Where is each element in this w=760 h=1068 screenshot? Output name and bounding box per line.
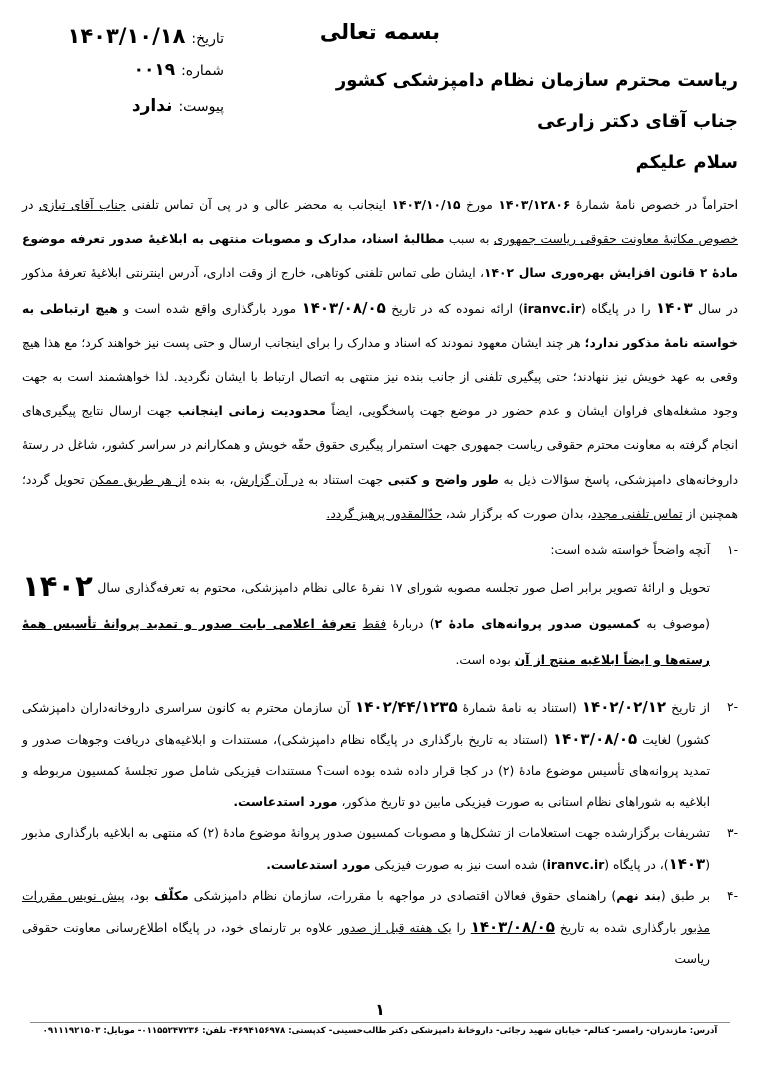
addressee-block — [336, 66, 738, 189]
upload-year: ۱۴۰۳ — [668, 855, 706, 873]
item-text-segment: آنچه واضحاً خواسته شده است: — [550, 543, 710, 557]
item-text — [22, 692, 710, 818]
body-text-segment: ، بدان صورت که برگزار شد، — [441, 506, 592, 521]
item-text-segment: آن سازمان محترم به کانون سراسری داروخانه‌داران دامپزشکی کشور) لغایت — [22, 701, 710, 747]
item-text-segment: بر طبق ( — [660, 889, 711, 903]
contact-name: جناب آقای تبازی — [38, 198, 126, 212]
date-label: تاریخ: — [191, 31, 224, 47]
report-note: در آن گزارش — [233, 472, 304, 487]
any-means-note: از هر طریق ممکن — [89, 472, 186, 487]
written-reply-note: طور واضح و کتبی — [387, 472, 499, 487]
body-text-segment: ، ایشان طی تماس تلفنی کوتاهی، خارج از وقت اداری، آدرس اینترنتی ابلاغیهٔ تعرفهٔ مذکور در سال — [22, 266, 739, 316]
item-text-segment: بارگذاری شده به تاریخ — [554, 921, 682, 935]
page-number: ۱ — [375, 1000, 385, 1019]
list-item — [22, 692, 738, 818]
only-note: فقط — [362, 617, 387, 631]
request-list — [22, 532, 738, 975]
item-text-segment: را — [451, 921, 471, 935]
correspondence-subject: خصوص مکاتبهٔ معاونت حقوقی ریاست جمهوری — [493, 232, 738, 247]
item-text-segment: از تاریخ — [666, 701, 710, 715]
bismillah-heading: بسمه تعالی — [319, 20, 441, 44]
letter-number: ۱۴۰۲/۴۴/۱۲۳۵ — [355, 698, 458, 716]
item-number: -۱ — [726, 543, 738, 557]
body-text-segment: در — [22, 198, 39, 212]
body-text-segment: هر چند ایشان معهود نمودند که اسناد و مدارک را برای اینجانب ارسال و حتی پست نیز خواهند کرد؛ مع هذا هیچ وقعی به عهد خویش نیز ننهادند؛ حتی پیگیری تلفنی از جانب بنده نیز منتهی به اتصال ارتباط با ایشان نگردید. لذا خواهشمند است به جهت وجود مشغله‌های فراوان ایشان و عدم حضور در موضع جهت پاسخگویی، ایضاً — [22, 335, 738, 419]
end-date: ۱۴۰۳/۰۸/۰۵ — [552, 730, 638, 748]
item-text-segment: ) راهنمای حقوق فعالان اقتصادی در مواجهه با مقررات، سازمان نظام دامپزشکی — [188, 889, 617, 903]
law-name: افزایش بهره‌وری سال ۱۴۰۲ — [483, 266, 656, 281]
body-text-segment: ) ارائه نموده که در تاریخ — [385, 301, 524, 316]
number-row — [14, 60, 224, 96]
body-text-segment: به سبب — [444, 232, 494, 247]
greeting: سلام علیکم — [635, 152, 738, 173]
item-text-segment: (استناد به نامهٔ شمارهٔ — [457, 701, 582, 715]
item-text-segment: تشریفات برگزارشده جهت استعلامات از تشکل‌ها و مصوبات کمسیون صدور پروانهٔ موضوع مادهٔ (۲) که منتهی به ابلاغیه بارگذاری مذبور ( — [22, 826, 711, 872]
phone-call-note: تماس تلفنی مجدد — [591, 506, 683, 521]
commission-name: کمسیون صدور پروانه‌های مادهٔ ۲ — [434, 617, 641, 631]
body-text-segment: ، به بنده — [185, 472, 234, 487]
website-address: iranvc.ir — [523, 301, 581, 316]
item-number: -۳ — [726, 826, 738, 840]
tariff-year: ۱۴۰۳ — [656, 298, 693, 317]
draft-note: پیش نویس مقررات مذبور — [22, 889, 710, 935]
letter-meta — [14, 24, 224, 132]
body-text-segment: را در پایگاه ( — [580, 301, 657, 316]
tariff-subject: تعرفهٔ اعلامی بابت صدور و تمدید پروانهٔ تأسیس همهٔ رسته‌ها و ایضاً ابلاغیه منتج از آن — [22, 617, 710, 667]
demand-subject: مطالبهٔ اسناد، مدارک و مصوبات منتهی به ابلاغیهٔ صدور تعرفه موضوع مادهٔ ۲ قانون — [22, 232, 738, 281]
item-text-segment: علاوه بر تارنمای خود، در پایگاه اطلاع‌رسانی معاونت حقوقی ریاست — [22, 921, 710, 966]
item-text — [22, 532, 710, 678]
item-text — [22, 881, 710, 975]
item-text-segment: (موصوف به — [640, 617, 710, 631]
week-before-note: یک هفته قبل از صدور — [337, 921, 452, 935]
item-number: -۲ — [726, 700, 738, 714]
avoid-note: حدّالمقدور پرهیز گردد. — [326, 506, 442, 521]
upload-date: ۱۴۰۳/۰۸/۰۵ — [470, 918, 555, 936]
body-text-segment: احتراماً در خصوص نامهٔ شمارهٔ — [570, 198, 738, 212]
item-text-segment: ) دربارهٔ — [386, 617, 435, 631]
number-label: شماره: — [181, 63, 224, 79]
letter-ref-date: ۱۴۰۳/۱۰/۱۵ — [391, 198, 461, 212]
list-item — [22, 532, 738, 678]
body-text-segment: تحویل گردد؛ همچنین از — [22, 472, 738, 521]
item-text — [22, 818, 710, 881]
body-paragraph — [22, 188, 738, 531]
body-text-segment: جهت استناد به — [303, 472, 388, 487]
clause-name: بند نهم — [616, 889, 661, 903]
time-limit-note: محدودیت زمانی اینجانب — [177, 404, 326, 419]
number-value: ۰۰۱۹ — [133, 60, 176, 80]
letter-ref-number: ۱۴۰۳/۱۲۸۰۶ — [498, 198, 571, 212]
recipient-title: ریاست محترم سازمان نظام دامپزشکی کشور — [335, 70, 738, 91]
item-text-segment: بوده است. — [455, 653, 515, 667]
request-note: مورد استدعاست. — [266, 858, 371, 872]
list-item — [22, 881, 738, 975]
date-value: ۱۴۰۳/۱۰/۱۸ — [67, 24, 186, 48]
body-text-segment: مورخ — [460, 198, 499, 212]
letter-body — [22, 188, 738, 531]
footer-divider — [30, 1022, 730, 1023]
request-note: مورد استدعاست. — [233, 795, 338, 809]
item-number: -۴ — [726, 889, 738, 903]
item-text-segment: )، در پایگاه ( — [604, 858, 669, 872]
attachment-row — [14, 96, 224, 132]
list-item — [22, 818, 738, 881]
item-text-segment: بود، — [124, 889, 155, 903]
item-text-segment: تحویل و ارائهٔ تصویر برابر اصل صور تجلسه مصوبه شورای ۱۷ نفرهٔ عالی نظام دامپزشکی، محتوم به تعرفه‌گذاری سال — [92, 581, 711, 595]
tariff-year-large: ۱۴۰۲ — [22, 569, 93, 603]
upload-date: ۱۴۰۳/۰۸/۰۵ — [301, 298, 386, 317]
body-text-segment: جهت ارسال نتایج پیگیری‌های انجام گرفته به معاونت محترم حقوقی ریاست جمهوری جهت استمرار پیگیری حقوق حقّه خویش و همکارانم در سراسر کشور، شاغل در رستهٔ داروخانه‌های دامپزشکی، پاسخ سؤالات ذیل به — [22, 404, 739, 487]
item-text-segment: ) شده است نیز به صورت فیزیکی — [370, 858, 547, 872]
irrelevance-note: هیچ ارتباطی به خواسته نامهٔ مذکور ندارد؛ — [22, 301, 738, 350]
attachment-value: ندارد — [131, 96, 173, 116]
date-row — [14, 24, 224, 60]
obligation-note: مکلّف — [154, 889, 189, 903]
attachment-label: پیوست: — [178, 99, 224, 115]
website-address: iranvc.ir — [546, 858, 605, 872]
body-text-segment: مورد بارگذاری واقع شده است و — [117, 301, 302, 316]
recipient-name: جناب آقای دکتر زارعی — [537, 111, 738, 132]
body-text-segment: اینجانب به محضر عالی و در پی آن تماس تلفنی — [125, 198, 392, 212]
start-date: ۱۴۰۲/۰۲/۱۲ — [581, 698, 667, 716]
item-text-segment: (استناد به تاریخ بارگذاری در پایگاه نظام دامپزشکی)، مستندات و ابلاغیه‌های دریافت وجوهات صدور و تمدید پروانه‌های تأسیس موضوع مادهٔ (۲) در کجا قرار داده شده بوده است؟ مستندات فیزیکی شامل صور تجلسهٔ کمسیون مربوطه و ابلاغیه به شوراهای نظام استانی به صورت فیزیکی مابین دو تاریخ مذکور، — [22, 733, 710, 809]
footer-address: آدرس: مازندران- رامسر- کتالم- خیابان شهید رجائی- داروخانهٔ دامپزشکی دکتر طالب‌حسینی- کدپستی: ۴۶۹۴۱۵۶۹۷۸- تلفن: ۰۱۱۵۵۲۴۷۲۳۶- موبایل: ۰۹۱۱۱۹۲۱۵۰۳ — [42, 1026, 718, 1036]
